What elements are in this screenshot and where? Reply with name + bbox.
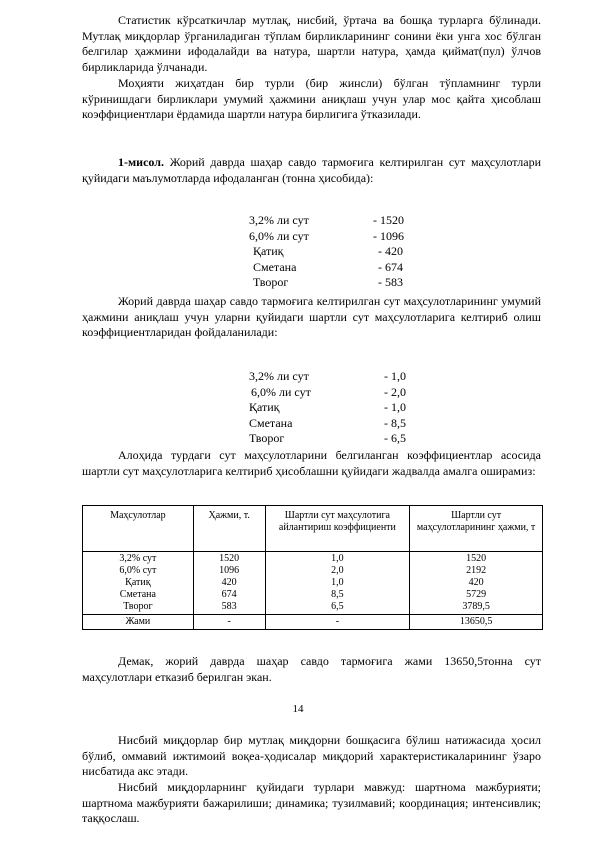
- table-header-cell: Шартли сут маҳсулотига айлантириш коэффициенти: [265, 506, 410, 552]
- table-cell: Жами: [83, 615, 194, 630]
- example-label: 1-мисол.: [118, 155, 164, 169]
- paragraph-conclusion: Демак, жорий даврда шаҳар савдо тармоғига жами 13650,5тонна сут маҳсулотлари етказиб берилган экан.: [82, 654, 541, 684]
- table-cell-products: 3,2% сут 6,0% сут Қатиқ Сметана Творог: [83, 552, 194, 615]
- table-header-cell: Шартли сут маҳсулотларининг ҳажми, т: [410, 506, 543, 552]
- table-cell-coefficients: 1,0 2,0 1,0 8,5 6,5: [265, 552, 410, 615]
- table-cell-volumes: 1520 1096 420 674 583: [193, 552, 265, 615]
- table-body-row: [83, 552, 543, 615]
- table-cell: -: [193, 615, 265, 630]
- table-header-cell: Маҳсулотлар: [83, 506, 194, 552]
- paragraph-coefficients-intro: Жорий даврда шаҳар савдо тармоғига келтирилган сут маҳсулотларининг умумий ҳажмини аниқлаш учун уларни қуйидаги шартли сут маҳсулотларига келтириб олиш коэффициентларидан фойдаланилади:: [82, 294, 541, 339]
- paragraph-conditional-units: Моҳияти жиҳатдан бир турли (бир жинсли) бўлган тўпламнинг турли кўринишдаги бирликлари умумий ҳажмини аниқлаш учун улар мос қайта ҳисоблаш коэффициентлари ёрдамида шартли натура бирлигига ўтказилади.: [82, 76, 541, 121]
- conversion-table: [82, 505, 543, 630]
- table-header-row: [83, 506, 543, 552]
- example-paragraph: [82, 155, 541, 186]
- paragraph-statistical-indicators: Статистик кўрсаткичлар мутлақ, нисбий, ўртача ва бошқа турларга бўлинади. Мутлақ миқдорлар ўрганиладиган тўплам бирликларининг сонини ёки унга хос бўлган белгилар ҳажмини ифодалайди ва натура, шартли натура, ҳамда қиймат(пул) ўлчов бирликларида ўлчанади.: [82, 13, 541, 74]
- table-cell: -: [265, 615, 410, 630]
- paragraph-table-intro: Алоҳида турдаги сут маҳсулотларини белгиланган коэффициентлар асосида шартли сут маҳсулотларига келтириб ҳисоблашни қуйидаги жадвалда амалга оширамиз:: [82, 448, 541, 478]
- table-header-cell: Ҳажми, т.: [193, 506, 265, 552]
- document-page: Статистик кўрсаткичлар мутлақ, нисбий, ўртача ва бошқа турларга бўлинади. Мутлақ миқдорлар ўрганиладиган тўплам бирликларининг сонини ёки унга хос бўлган белгилар ҳажмини ифодалайди ва натура, шартли натура, ҳамда қиймат(пул) ўлчов бирликларида ўлчанади. Моҳияти жиҳатдан бир турли (бир жинсли) бўлган тўпламнинг турли кўринишдаги бирликлари умумий ҳажмини аниқлаш учун улар мос қайта ҳисоблаш коэффициентлари ёрдамида шартли натура бирлигига ўтказилади. 1-мисол. Жорий даврда шаҳар савдо тармоғига келтирилган сут маҳсулотлари қуйидаги маълумотларда ифодаланган (тонна ҳисобида): 3,2% ли сут - 1520 6,0% ли сут - 1096 Қатиқ - 420 Сметана - 674 Творог - 583 Жорий даврда шаҳар савдо тармоғига келтирилган сут маҳсулотларининг умумий ҳажмини аниқлаш учун уларни қуйидаги шартли сут маҳсулотларига келтириб олиш коэффициентларидан фойдаланилади: 3,2% ли сут - 1,0 6,0% ли сут - 2,0 Қатиқ - 1,0 Сметана - 8,5 Творог - 6,5 Алоҳида турдаги сут маҳсулотларини белгиланган коэффициентлар асосида шартли сут маҳсулотларига келтириб ҳисоблашни қуйидаги жадвалда амалга оширамиз: Маҳсулотлар Ҳажми, т. Шартли сут маҳсулотига айлантириш коэффициенти Шартли сут маҳсулотларининг ҳажми, т 3,2% сут 6,0% сут Қатиқ Сметана Творог 1520 1096 420 674 583 1,0 2,0 1,0 8,5 6,5 1520 2192 420 5729 3789,5 Жами - - 13650,5 Демак, жорий даврда шаҳар савдо тармоғига жами 13650,5тонна сут маҳсулотлари етказиб берилган экан. 14 Нисбий миқдорлар бир мутлақ миқдорни бошқасига бўлиш натижасида ҳосил бўлиб, оммавий ижтимоий воқеа-ҳодисалар миқдорий характеристикаларининг ўзаро нисбатида акс этади. Нисбий миқдорларнинг қуйидаги турлари мавжуд: шартнома мажбурияти; шартнома мажбурияти бажарилиши; динамика; тузилмавий; координация; интенсивлик; таққослаш.: [0, 0, 596, 842]
- table-cell-conditional-volumes: 1520 2192 420 5729 3789,5: [410, 552, 543, 615]
- table-cell: 13650,5: [410, 615, 543, 630]
- table-total-row: [83, 615, 543, 630]
- page-number: 14: [292, 703, 304, 715]
- example-text: Жорий даврда шаҳар савдо тармоғига келтирилган сут маҳсулотлари қуйидаги маълумотларда ифодаланган (тонна ҳисобида):: [82, 155, 541, 185]
- paragraph-relative-types: Нисбий миқдорларнинг қуйидаги турлари мавжуд: шартнома мажбурияти; шартнома мажбурияти бажарилиши; динамика; тузилмавий; координация; интенсивлик; таққослаш.: [82, 780, 541, 825]
- paragraph-relative-values: Нисбий миқдорлар бир мутлақ миқдорни бошқасига бўлиш натижасида ҳосил бўлиб, оммавий ижтимоий воқеа-ҳодисалар миқдорий характеристикаларининг ўзаро нисбатида акс этади.: [82, 733, 541, 778]
